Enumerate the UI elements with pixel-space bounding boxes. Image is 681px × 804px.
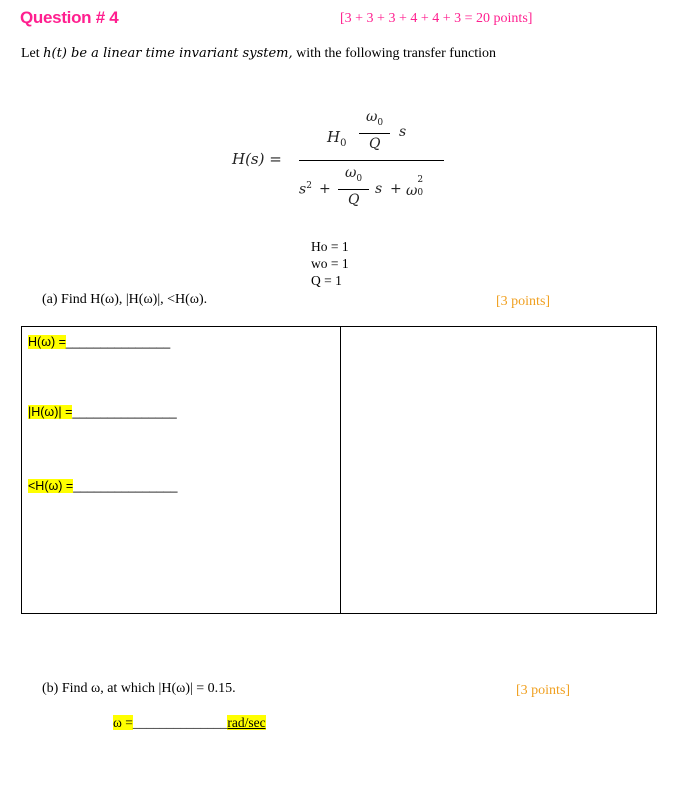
- main-fraction-line: [299, 160, 444, 161]
- numerator-coef: $H_0$: [327, 128, 347, 149]
- answer-magnitude-label: |H(ω)| =: [28, 405, 73, 419]
- numerator-s: s: [399, 124, 407, 140]
- answer-h-label: H(ω) =: [28, 335, 66, 349]
- answer-magnitude-blank[interactable]: _______________: [72, 405, 177, 419]
- intro-italic: be a linear time invariant system,: [66, 46, 293, 61]
- part-b-answer: [113, 715, 266, 731]
- answer-h: [28, 335, 170, 349]
- param-ho: Ho = 1: [311, 239, 349, 254]
- part-b-question: (b) Find ω, at which |H(ω)| = 0.15.: [42, 681, 236, 696]
- part-b-answer-label: ω =: [113, 715, 133, 730]
- param-wo: wo = 1: [311, 256, 349, 271]
- intro-text: [21, 46, 496, 62]
- denominator-plus-1: +: [319, 181, 331, 197]
- numerator-fraction-line: [359, 133, 390, 134]
- denominator-q: Q: [348, 192, 360, 208]
- answer-magnitude: [28, 405, 177, 419]
- numerator-omega: $\omega_0$: [366, 109, 384, 128]
- intro-suffix: with the following transfer function: [292, 46, 496, 61]
- denominator-fraction-line: [338, 189, 369, 190]
- answer-h-blank[interactable]: _______________: [65, 335, 171, 349]
- answer-box-left[interactable]: [21, 326, 341, 614]
- answer-box-right[interactable]: [340, 326, 657, 614]
- total-points: [3 + 3 + 3 + 4 + 4 + 3 = 20 points]: [340, 11, 533, 26]
- intro-prefix: Let: [21, 46, 44, 61]
- intro-function: h(t): [43, 46, 67, 61]
- part-b-answer-blank[interactable]: ______________: [132, 715, 228, 730]
- numerator-q: Q: [369, 136, 381, 152]
- parameters-list: [311, 238, 349, 289]
- answer-phase-blank[interactable]: _______________: [73, 479, 178, 493]
- param-q: Q = 1: [311, 273, 342, 288]
- denominator-s: s: [375, 181, 383, 197]
- part-b-unit: rad/sec: [227, 715, 266, 730]
- denominator-omega-squared: ω 2 0: [406, 175, 424, 199]
- formula-lhs: H(s) =: [232, 150, 282, 168]
- answer-phase: [28, 479, 177, 493]
- part-b-points: [3 points]: [516, 683, 571, 698]
- denominator-s-squared: $s^2$: [299, 181, 312, 198]
- answer-phase-label: <H(ω) =: [28, 479, 74, 493]
- denominator-omega: $\omega_0$: [345, 165, 363, 184]
- question-title: Question # 4: [20, 8, 119, 27]
- part-a-question: (a) Find H(ω), |H(ω)|, <H(ω).: [42, 292, 208, 307]
- part-a-points: [3 points]: [496, 294, 551, 309]
- denominator-plus-2: +: [390, 181, 402, 197]
